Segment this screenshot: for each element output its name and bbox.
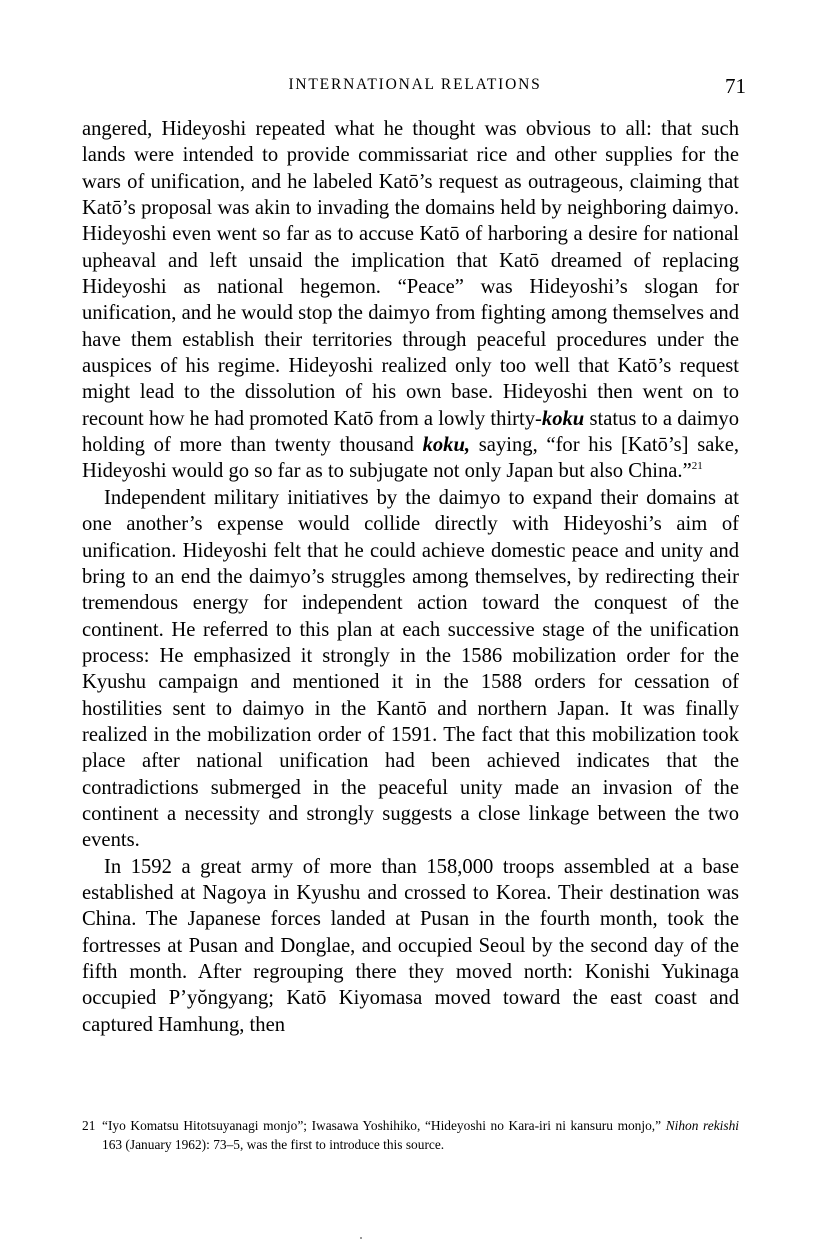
running-title: INTERNATIONAL RELATIONS [288, 76, 542, 93]
footnotes [82, 1117, 739, 1154]
footnote [82, 1117, 739, 1154]
paragraph-2: Independent military initiatives by the daimyo to expand their domains at one another’s expense would collide directly with Hideyoshi’s aim of unification. Hideyoshi felt that he could achieve domestic peace and unity and bring to an end the daimyo’s struggles among themselves, by redirecting their tremendous energy for independent action toward the conquest of the continent. He referred to this plan at each successive stage of the unification process: He emphasized it strongly in the 1586 mobilization order for the Kyushu campaign and mentioned it in the 1588 orders for cessation of hostilities sent to daimyo in the Kantō and northern Japan. It was finally realized in the mobilization order of 1591. The fact that this mobilization took place after national unification had been achieved indicates that the contradictions submerged in the peaceful unity made an invasion of the continent a necessity and strongly suggests a close linkage between the two events. [82, 486, 739, 852]
koku-term: koku [541, 407, 585, 430]
footnote-text [102, 1117, 739, 1154]
paragraph-3: In 1592 a great army of more than 158,000 troops assembled at a base established at Nagoya in Kyushu and crossed to Korea. Their destination was China. The Japanese forces landed at Pusan in the fourth month, took the fortresses at Pusan and Donglae, and occupied Seoul by the second day of the fifth month. After regrouping there they moved north: Konishi Yukinaga occupied P’yŏngyang; Katō Kiyomasa moved toward the east coast and captured Hamhung, then [82, 855, 739, 1036]
footnote-number: 21 [82, 1118, 96, 1133]
scan-speck [360, 1237, 362, 1239]
journal-title: Nihon rekishi [665, 1118, 739, 1133]
footnote-reference: 21 [691, 460, 703, 473]
paragraph-1-text-a: angered, Hideyoshi repeated what he thought was obvious to all: that such lands were intended to provide commissariat rice and other supplies for the wars of unification, and he labeled Katō’s request as outrageous, claiming that Katō’s proposal was akin to invading the domains held by neighboring daimyo. Hideyoshi even went so far as to accuse Katō of harboring a desire for national upheaval and left unsaid the implication that Katō dreamed of replacing Hideyoshi as national hegemon. “Peace” was Hideyoshi’s slogan for unification, and he would stop the daimyo from fighting among themselves and have them establish their territories through peaceful procedures under the auspices of his regime. Hideyoshi realized only too well that Katō’s request might lead to the dissolution of his own base. Hideyoshi then went on to recount how he had promoted Katō from a lowly thirty- [82, 118, 739, 430]
paragraph-1-text-c: saying, “for his [Katō’s] sake, Hideyoshi would go so far as to subjugate not only Japan but also China.” [82, 434, 739, 483]
page-number: 71 [725, 74, 746, 98]
footnote-text-b: 163 (January 1962): 73–5, was the first to introduce this source. [102, 1136, 445, 1152]
paragraph-1-text-b: status to a daimyo holding of more than twenty thousand [82, 407, 739, 457]
koku-term: koku, [422, 434, 471, 457]
footnote-text-a: “Iyo Komatsu Hitotsuyanagi monjo”; Iwasawa Yoshihiko, “Hideyoshi no Kara-iri ni kansuru monjo,” [102, 1118, 666, 1133]
main-text [82, 116, 739, 1038]
paragraph-1 [82, 116, 739, 485]
running-header [82, 74, 748, 98]
